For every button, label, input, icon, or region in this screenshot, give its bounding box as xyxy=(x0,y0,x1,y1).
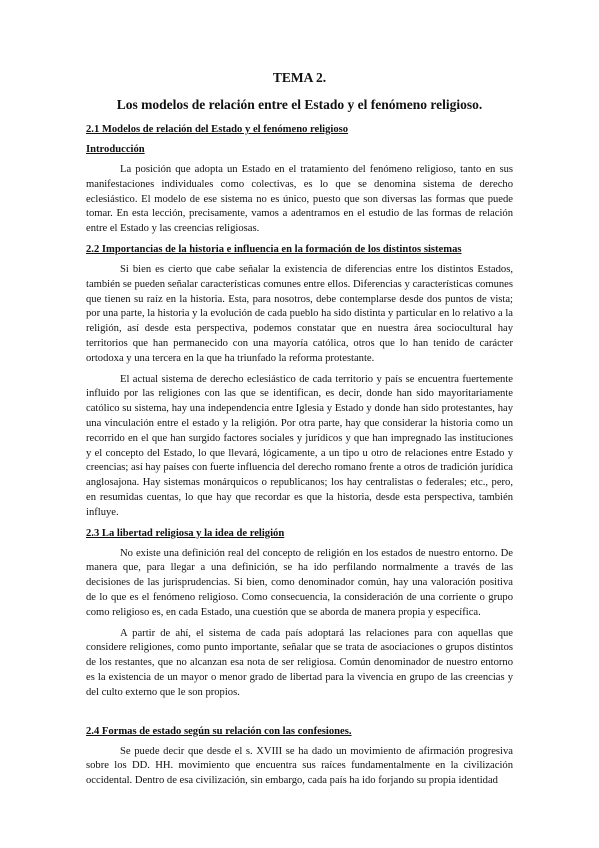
section-heading: 2.2 Importancias de la historia e influencia en la formación de los distintos sistemas xyxy=(86,243,462,255)
document-title: TEMA 2. xyxy=(272,70,327,85)
section-heading: 2.4 Formas de estado según su relación con las confesiones. xyxy=(86,725,352,737)
paragraph: La posición que adopta un Estado en el tratamiento del fenómeno religioso, tanto en sus manifestaciones individuales como colectivas, es lo que se denomina sistema de derecho eclesiástico. El modelo de ese sistema no es único, puesto que son diversas las formas que puede tomar. En esta lección, precisamente, vamos a adentramos en el estudio de las formas de relación entre el Estado y las creencias religiosas. xyxy=(86,164,513,235)
paragraph: No existe una definición real del concepto de religión en los estados de nuestro entorno. De manera que, para llegar a una definición, se ha ido perfilando normalmente a través de las decisiones de las jurisprudencias. Si bien, como denominador común, hay una valoración positiva de lo que es el fenómeno religioso. Como consecuencia, la consideración de una corriente o grupo como religioso es, en cada Estado, una cuestión que se aborda de manera propia y específica. xyxy=(86,547,513,618)
section-heading: 2.3 La libertad religiosa y la idea de religión xyxy=(86,527,285,539)
section-subheading: Introducción xyxy=(86,144,145,155)
section-2-4 xyxy=(86,725,513,789)
document-subtitle: Los modelos de relación entre el Estado y el fenómeno religioso. xyxy=(116,97,483,112)
section-2-2 xyxy=(86,243,513,521)
section-2-3 xyxy=(86,527,513,701)
paragraph: Si bien es cierto que cabe señalar la existencia de diferencias entre los distintos Estados, también se pueden señalar características comunes entre ellos. Diferencias y características comunes que tienen su raíz en la historia. Esta, para nosotros, debe contemplarse desde dos puntos de vista; por una parte, la historia y la evolución de cada pueblo ha sido distinta y particular en lo relativo a la religión, así desde esta perspectiva, podemos constatar que en nuestra área sociocultural hay territorios que han permanecido con una mayoría católica, otros que lo han tenido de carácter ortodoxa y una tercera en la que ha triunfado la reforma protestante. xyxy=(86,263,513,364)
paragraph: El actual sistema de derecho eclesiástico de cada territorio y país se encuentra fuertemente influido por las religiones con las que se identifican, es decir, donde han sido mayoritariamente católico su sistema, hay una independencia entre Iglesia y Estado y donde han sido protestantes, hay una vinculación entre el estado y la religión. Por otra parte, hay que considerar la historia como un recorrido en el que han surgido factores sociales y jurídicos y que han impregnado las instituciones y el concepto del Estado, lo que llevará, lógicamente, a un tipo u otro de relaciones entre Estado y creencias; así hay países con fuerte influencia del derecho romano frente a otros de tradición jurídica anglosajona. Hay sistemas monárquicos o republicanos; los hay centralistas o federales; etc., pero, en resumidas cuentas, lo que hay que recordar es que la historia, desde esta perspectiva, también influye. xyxy=(86,373,513,518)
paragraph: A partir de ahí, el sistema de cada país adoptará las relaciones para con aquellas que considere religiones, como punto importante, señalar que se trata de asociaciones o grupos distintos de los restantes, que no alcanzan esa nota de ser religiosa. Común denominador de nuestro entorno es la existencia de un mayor o menor grado de libertad para la vivencia en grupo de las creencias y del culto externo que le son propios. xyxy=(86,627,513,698)
paragraph: Se puede decir que desde el s. XVIII se ha dado un movimiento de afirmación progresiva sobre los DD. HH. movimiento que encuentra sus raíces fundamentalmente en la civilización occidental. Dentro de esa civilización, sin embargo, cada país ha ido forjando su propia identidad xyxy=(86,745,513,787)
section-heading: 2.1 Modelos de relación del Estado y el fenómeno religioso xyxy=(86,124,349,135)
section-2-1 xyxy=(86,123,513,237)
